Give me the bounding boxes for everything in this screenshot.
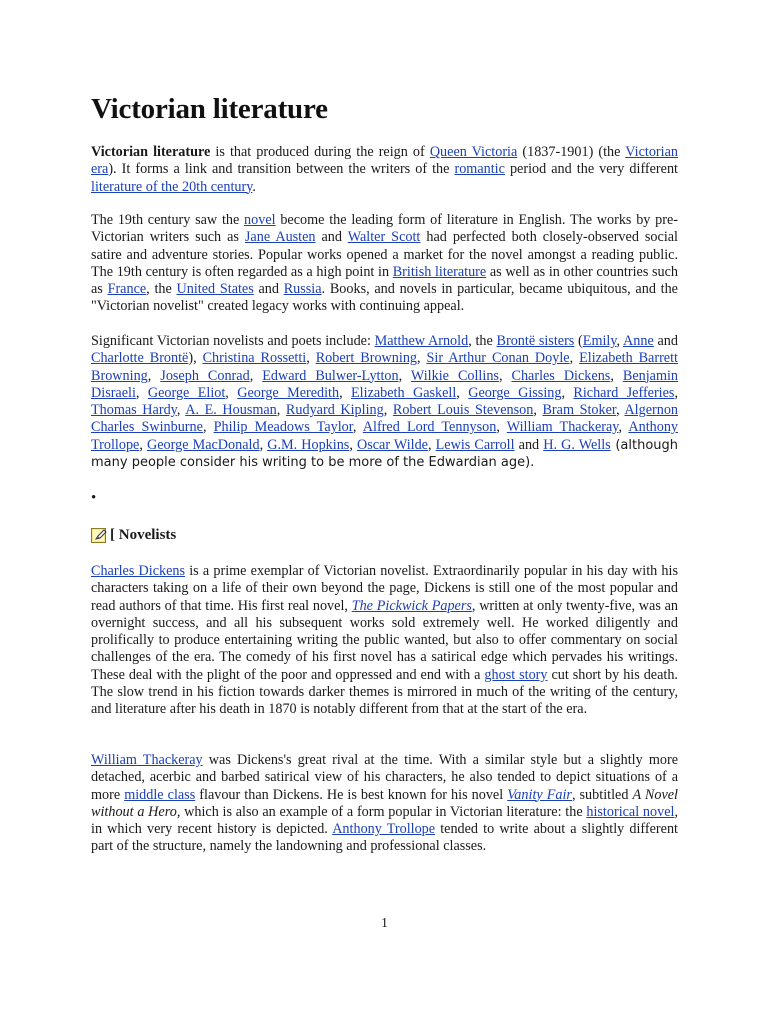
link-russia[interactable]: Russia <box>283 281 322 298</box>
text-span: , <box>498 367 512 384</box>
text-span: is that produced during the reign of <box>210 144 430 160</box>
link-rudyard-kipling[interactable]: Rudyard Kipling <box>285 402 384 419</box>
link-george-meredith[interactable]: George Meredith <box>237 384 340 401</box>
link-bronte-sisters[interactable]: Brontë sisters <box>496 333 575 349</box>
text-span: was Dickens's great rival at the time. With a similar style but a slightly more detached, acerbic and barbed satirical view of his characters, he also tended to depict situations of a more <box>91 752 678 803</box>
text-span: , in which very recent history is depicted. <box>91 803 678 838</box>
link-matthew-arnold[interactable]: Matthew Arnold <box>374 333 469 349</box>
text-span: , <box>135 384 148 401</box>
text-span: , <box>352 419 363 436</box>
link-george-gissing[interactable]: George Gissing <box>468 384 562 401</box>
intro-paragraph <box>91 144 678 196</box>
text-span: , <box>225 384 238 401</box>
text-span: , which is also an example of a form popular in Victorian literature: the <box>176 803 587 820</box>
link-thomas-hardy[interactable]: Thomas Hardy <box>91 402 177 419</box>
link-queen-victoria[interactable]: Queen Victoria <box>429 144 518 160</box>
text-span: and <box>653 333 678 349</box>
link-joseph-conrad[interactable]: Joseph Conrad <box>160 367 250 384</box>
text-span: , <box>147 367 161 384</box>
link-arthur-conan-doyle[interactable]: Sir Arthur Conan Doyle <box>426 350 570 367</box>
link-anthony-trollope-2[interactable]: Anthony Trollope <box>332 821 436 838</box>
link-hg-wells[interactable]: H. G. Wells <box>543 436 611 453</box>
text-span: , subtitled <box>571 786 633 803</box>
link-jane-austen[interactable]: Jane Austen <box>244 229 316 246</box>
text-span: flavour than Dickens. He is best known for his novel <box>195 786 508 803</box>
link-elizabeth-barrett-browning[interactable]: Elizabeth Barrett Browning <box>91 350 678 384</box>
link-charles-dickens-2[interactable]: Charles Dickens <box>91 563 186 579</box>
text-span: , the <box>146 281 177 298</box>
link-united-states[interactable]: United States <box>176 281 254 298</box>
link-ae-housman[interactable]: A. E. Housman <box>185 402 277 419</box>
text-span: , <box>249 367 263 384</box>
italic-title: Vanity Fair <box>507 786 572 803</box>
link-wilkie-collins[interactable]: Wilkie Collins <box>410 367 499 384</box>
link-charles-dickens[interactable]: Charles Dickens <box>511 367 611 384</box>
text-span: , <box>561 384 574 401</box>
text-span: , <box>616 333 624 349</box>
text-span: , <box>349 436 357 453</box>
link-benjamin-disraeli[interactable]: Benjamin Disraeli <box>91 367 679 401</box>
link-george-eliot[interactable]: George Eliot <box>147 384 226 401</box>
edit-icon-graphic <box>91 527 108 544</box>
link-historical-novel[interactable]: historical novel <box>586 803 675 820</box>
link-edward-bulwer-lytton[interactable]: Edward Bulwer-Lytton <box>262 367 399 384</box>
text-span: , <box>176 402 186 419</box>
link-william-thackeray[interactable]: William Thackeray <box>506 419 619 436</box>
text-span: , <box>202 419 214 436</box>
text-span: , <box>398 367 411 384</box>
link-ghost-story[interactable]: ghost story <box>484 666 548 683</box>
text-span: , <box>259 436 268 453</box>
link-william-thackeray-2[interactable]: William Thackeray <box>91 752 203 768</box>
text-span: tended to write about a slightly different part of the structure, namely the landowning and professional classes. <box>91 821 678 855</box>
text-span: . <box>252 178 256 195</box>
section-heading-novelists <box>91 525 176 545</box>
link-anthony-trollope[interactable]: Anthony Trollope <box>91 419 679 453</box>
bold-term: Victorian literature <box>91 144 211 160</box>
link-pickwick-papers[interactable] <box>352 598 472 614</box>
section-heading-text: [ Novelists <box>110 527 177 543</box>
link-novel[interactable]: novel <box>244 212 276 228</box>
link-vanity-fair[interactable] <box>507 787 572 803</box>
link-gm-hopkins[interactable]: G.M. Hopkins <box>267 436 350 453</box>
novel-paragraph <box>91 212 678 316</box>
text-span: and <box>315 229 348 246</box>
link-middle-class[interactable]: middle class <box>124 786 196 803</box>
text-span: , <box>456 384 469 401</box>
text-span: is a prime exemplar of Victorian novelist. Extraordinarily popular in his day with his characters taking on a life of their own beyond the page, Dickens is still one of the most popular and read authors of that time. His first real novel, <box>91 563 678 614</box>
link-christina-rossetti[interactable]: Christina Rossetti <box>202 350 307 367</box>
text-span: The 19th century saw the <box>91 212 245 228</box>
text-span: period and the very different <box>504 161 678 178</box>
link-elizabeth-gaskell[interactable]: Elizabeth Gaskell <box>351 384 457 401</box>
text-span: , <box>674 384 678 401</box>
text-span: . Books, and novels in particular, became ubiquitous, and the "Victorian novelist" created legacy works with continuing appeal. <box>91 281 678 315</box>
thackeray-paragraph <box>91 752 678 856</box>
text-span: had perfected both closely-observed social satire and adventure stories. Popular works opened a market for the novel amongst a reading public. The 19th century is often regarded as a high point in <box>91 229 678 280</box>
link-bram-stoker[interactable]: Bram Stoker <box>542 402 617 419</box>
text-span: as well as in other countries such as <box>91 263 678 298</box>
edit-icon[interactable] <box>91 527 108 544</box>
text-span: , <box>276 402 286 419</box>
link-richard-jefferies[interactable]: Richard Jefferies <box>573 384 675 401</box>
text-span: cut short by his death. The slow trend in his fiction towards darker themes is mirrored in much of the writing of the century, and literature after his death in 1870 is notably different from that at the start of the era. <box>91 666 678 718</box>
italic-subtitle: A Novel without a Hero <box>91 786 678 820</box>
text-span: , <box>618 419 629 436</box>
text-span: , <box>139 436 147 453</box>
text-span: , <box>427 436 436 453</box>
text-span: , <box>610 367 623 384</box>
link-robert-louis-stevenson[interactable]: Robert Louis Stevenson <box>392 402 534 419</box>
italic-title: The Pickwick Papers <box>351 597 472 614</box>
text-span: , <box>306 350 316 367</box>
text-span: , <box>496 419 507 436</box>
link-france[interactable]: France <box>107 281 147 298</box>
text-span: and <box>253 281 284 298</box>
text-span: (1837-1901) (the <box>517 144 626 160</box>
page-number: 1 <box>381 916 388 931</box>
link-anne[interactable]: Anne <box>623 333 654 349</box>
text-span: , written at only twenty-five, was an overnight success, and all his subsequent works sold extremely well. He worked diligently and prolifically to produce entertaining writing the public wanted, but also to offer commentary on social challenges of the era. The comedy of his first novel has a satirical edge which pervades his writings. These deal with the plight of the poor and oppressed and end with a <box>91 597 678 683</box>
link-robert-browning[interactable]: Robert Browning <box>315 350 418 367</box>
link-philip-meadows-taylor[interactable]: Philip Meadows Taylor <box>213 419 353 436</box>
link-algernon-swinburne[interactable]: Algernon Charles Swinburne <box>91 402 679 436</box>
link-walter-scott[interactable]: Walter Scott <box>347 229 421 246</box>
link-british-literature[interactable]: British literature <box>392 263 487 280</box>
link-victorian-era[interactable]: Victorian era <box>91 144 678 178</box>
link-charlotte-bronte[interactable]: Charlotte Brontë <box>91 350 189 367</box>
authors-paragraph <box>91 333 678 471</box>
link-george-macdonald[interactable]: George MacDonald <box>147 436 260 453</box>
text-span: , <box>569 350 580 367</box>
text-span: ). It forms a link and transition between the writers of the <box>108 161 455 178</box>
text-span: , <box>616 402 625 419</box>
text-span: , <box>417 350 427 367</box>
text-span: and <box>514 436 544 453</box>
bullet-point: • <box>91 490 97 506</box>
page-title: Victorian literature <box>91 93 328 125</box>
text-span: become the leading form of literature in English. The works by pre-Victorian writers such as <box>91 212 678 246</box>
link-alfred-lord-tennyson[interactable]: Alfred Lord Tennyson <box>362 419 497 436</box>
text-span: , the <box>468 333 497 349</box>
text-span: ( <box>574 333 583 349</box>
link-oscar-wilde[interactable]: Oscar Wilde <box>356 436 428 453</box>
text-span: , <box>533 402 543 419</box>
text-span: , <box>383 402 393 419</box>
link-lewis-carroll[interactable]: Lewis Carroll <box>435 436 515 453</box>
wells-note: (although many people consider his writing to be more of the Edwardian age). <box>91 437 679 471</box>
text-span: , <box>339 384 352 401</box>
link-emily[interactable]: Emily <box>582 333 617 349</box>
text-span: ), <box>188 350 203 367</box>
dickens-paragraph <box>91 563 678 719</box>
text-span: Significant Victorian novelists and poets include: <box>91 333 375 349</box>
link-romantic[interactable]: romantic <box>454 161 505 178</box>
link-20th-century-literature[interactable]: literature of the 20th century <box>91 178 253 195</box>
